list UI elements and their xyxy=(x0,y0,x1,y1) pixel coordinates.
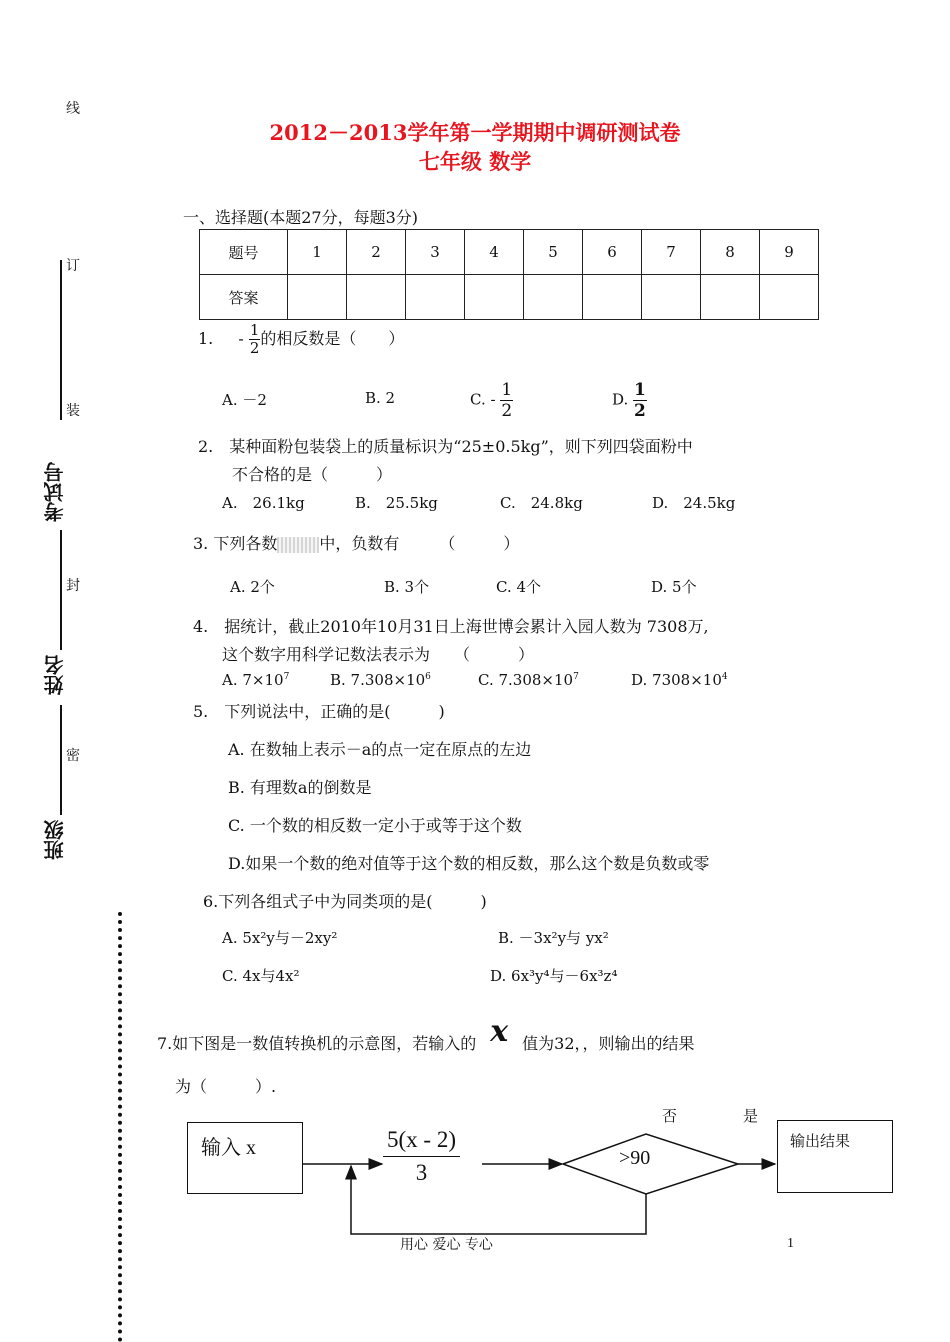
option-text: A. 7×10 xyxy=(222,671,284,689)
answer-table-number: 9 xyxy=(760,230,819,275)
q6-option-c[interactable]: C. 4x与4x² xyxy=(222,967,300,985)
side-mark-ding: 订 xyxy=(66,258,80,274)
question-4-line2: 这个数字用科学记数法表示为 （ ） xyxy=(222,645,535,664)
q1-option-b[interactable]: B. 2 xyxy=(365,389,396,407)
q2-option-b[interactable]: B. 25.5kg xyxy=(355,494,438,512)
exponent: 7 xyxy=(573,672,579,682)
q2-option-a[interactable]: A. 26.1kg xyxy=(222,494,305,512)
answer-table-header: 题号 xyxy=(200,230,288,275)
question-text: 7.如下图是一数值转换机的示意图，若输入的 xyxy=(157,1034,477,1053)
fraction-denominator: 2 xyxy=(634,401,646,421)
option-label: D. xyxy=(612,390,629,409)
question-7-line2: 为（ ）. xyxy=(175,1077,277,1096)
q5-option-a[interactable]: A. 在数轴上表示－a的点一定在原点的左边 xyxy=(228,740,532,759)
answer-table-number: 6 xyxy=(583,230,642,275)
q5-option-d[interactable]: D.如果一个数的绝对值等于这个数的相反数，那么这个数是负数或零 xyxy=(228,854,710,873)
option-text: D. 7308×10 xyxy=(631,671,722,689)
answer-table-answer-label: 答案 xyxy=(200,275,288,320)
option-text: C. 7.308×10 xyxy=(478,671,574,689)
side-mark-mi: 密 xyxy=(66,748,80,764)
question-number: 1. xyxy=(198,329,214,348)
q5-option-c[interactable]: C. 一个数的相反数一定小于或等于这个数 xyxy=(228,816,522,835)
fraction-numerator: 1 xyxy=(501,380,513,400)
answer-table-number: 5 xyxy=(524,230,583,275)
exam-no-label: 考试号 xyxy=(43,462,67,522)
side-mark-xian: 线 xyxy=(66,101,80,117)
paper-subtitle: 七年级 数学 xyxy=(418,149,532,174)
q1-option-a[interactable]: A. －2 xyxy=(222,391,267,409)
q6-option-a[interactable]: A. 5x²y与－2xy² xyxy=(222,929,338,947)
class-label: 班级 xyxy=(43,820,67,860)
fraction-numerator: 1 xyxy=(249,321,260,339)
q3-option-a[interactable]: A. 2个 xyxy=(230,578,275,596)
output-label: 输出结果 xyxy=(790,1132,851,1150)
side-mark-zhuang: 装 xyxy=(66,403,80,419)
fraction-numerator: 1 xyxy=(634,380,646,400)
question-text: 3. 下列各数 xyxy=(193,534,278,553)
q2-option-c[interactable]: C. 24.8kg xyxy=(500,494,583,512)
condition-label: >90 xyxy=(619,1147,651,1169)
q3-option-c[interactable]: C. 4个 xyxy=(496,578,542,596)
question-text: 值为32，，则输出的结果 xyxy=(522,1034,695,1053)
option-text: B. 7.308×10 xyxy=(330,671,426,689)
name-label: 姓名 xyxy=(43,655,67,695)
fraction-denominator: 2 xyxy=(249,339,260,357)
option-label: C. - xyxy=(470,390,496,409)
footer-motto: 用心 爱心 专心 xyxy=(400,1237,493,1253)
exponent: 7 xyxy=(283,672,290,682)
decision-diamond xyxy=(563,1134,738,1194)
question-2-line2: 不合格的是（ ） xyxy=(232,465,393,484)
answer-table-number: 2 xyxy=(347,230,406,275)
exponent: 6 xyxy=(425,672,431,682)
q6-option-d[interactable]: D. 6x³y⁴与－6x³z⁴ xyxy=(490,967,618,985)
paper-title: 2012－2013学年第一学期期中调研测试卷 xyxy=(269,120,681,145)
question-text: 中，负数有 （ ） xyxy=(319,534,520,553)
q2-option-d[interactable]: D. 24.5kg xyxy=(652,494,736,512)
section-heading: 一、选择题(本题27分，每题3分) xyxy=(183,208,419,227)
q6-option-b[interactable]: B. －3x²y与 yx² xyxy=(498,929,609,947)
input-label: 输入 x xyxy=(201,1137,256,1159)
question-6: 6.下列各组式子中为同类项的是( ) xyxy=(203,892,487,911)
formula-numerator: 5(x - 2) xyxy=(383,1124,460,1157)
variable-x: x xyxy=(490,1014,509,1049)
answer-table-number: 3 xyxy=(406,230,465,275)
side-mark-feng: 封 xyxy=(66,578,80,594)
q3-option-b[interactable]: B. 3个 xyxy=(384,578,430,596)
q3-option-d[interactable]: D. 5个 xyxy=(651,578,697,596)
question-text: 的相反数是（ ） xyxy=(260,329,405,348)
question-4-line1: 4. 据统计，截止2010年10月31日上海世博会累计入园人数为 7308万, xyxy=(193,617,709,636)
exponent: 4 xyxy=(721,672,728,682)
formula-denominator: 3 xyxy=(415,1160,428,1185)
answer-table-number: 1 xyxy=(288,230,347,275)
page-number: 1 xyxy=(787,1236,794,1251)
yes-label: 是 xyxy=(743,1107,759,1125)
answer-table-number: 8 xyxy=(701,230,760,275)
q5-option-b[interactable]: B. 有理数a的倒数是 xyxy=(228,778,372,797)
minus-sign: - xyxy=(238,329,244,348)
no-label: 否 xyxy=(662,1107,678,1125)
question-5: 5. 下列说法中，正确的是( ) xyxy=(193,702,445,721)
answer-table-number: 4 xyxy=(465,230,524,275)
output-box xyxy=(777,1120,893,1193)
fraction-denominator: 2 xyxy=(501,401,513,421)
question-2-line1: 2. 某种面粉包装袋上的质量标识为“25±0.5kg”，则下列四袋面粉中 xyxy=(198,437,693,456)
answer-table-number: 7 xyxy=(642,230,701,275)
